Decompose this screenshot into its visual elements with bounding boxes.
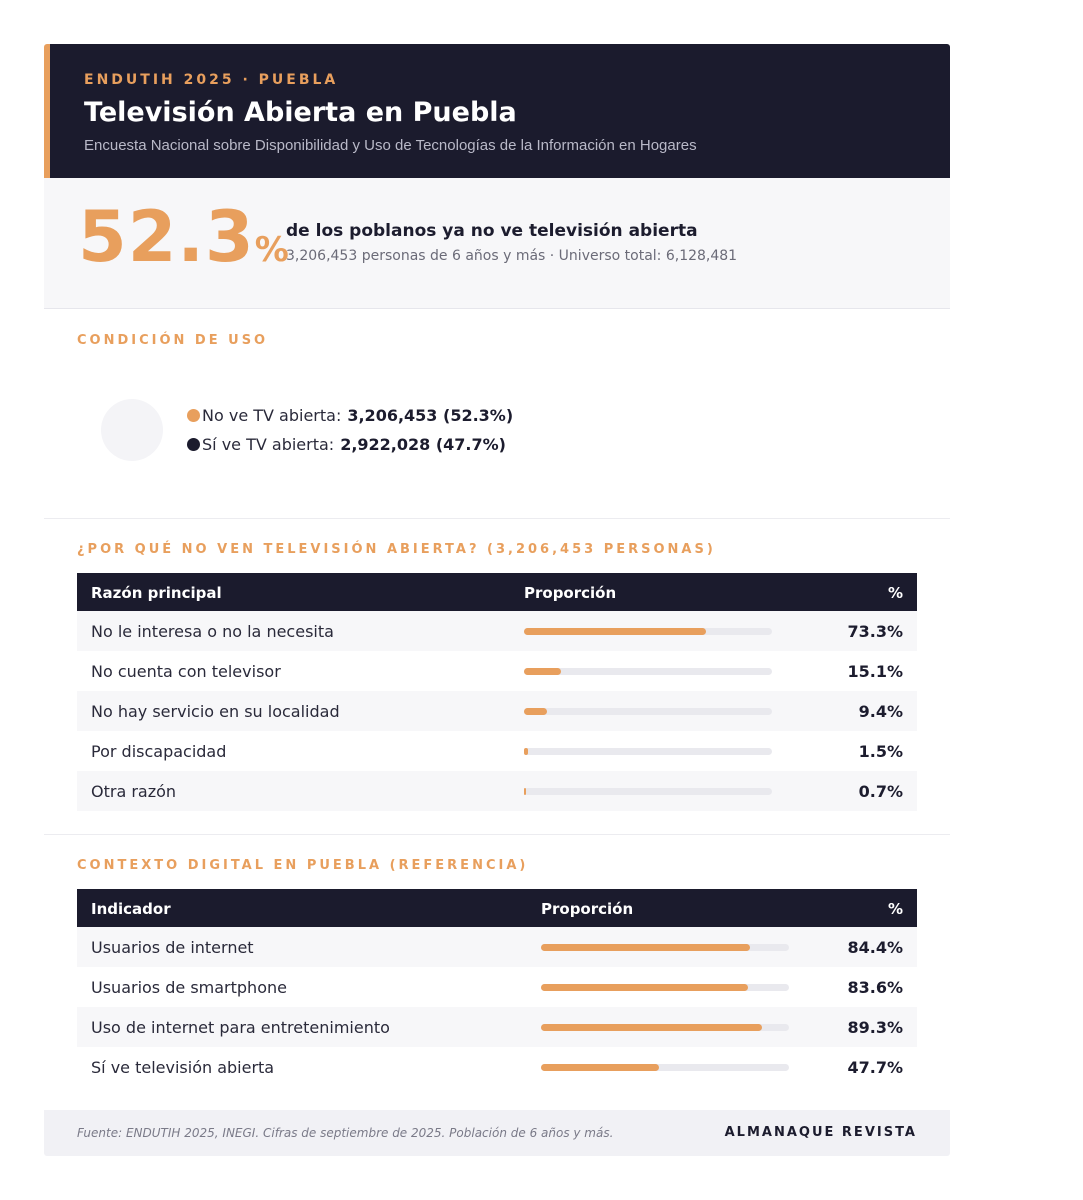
row-percent: 73.3%	[847, 622, 903, 641]
context-table-body	[77, 927, 917, 1087]
row-label: No hay servicio en su localidad	[91, 702, 340, 721]
kpi-panel	[44, 178, 950, 309]
table-row	[77, 1047, 917, 1087]
context-table-header	[77, 889, 917, 927]
column-header-indicator: Indicador	[91, 900, 171, 918]
proportion-bar	[524, 748, 528, 755]
footer	[44, 1110, 950, 1156]
legend-item-no-ve	[187, 401, 513, 430]
row-label: No cuenta con televisor	[91, 662, 281, 681]
reasons-table-body	[77, 611, 917, 811]
table-row	[77, 1007, 917, 1047]
proportion-bar	[541, 1024, 762, 1031]
column-header-proportion: Proporción	[541, 900, 634, 918]
footer-source: Fuente: ENDUTIH 2025, INEGI. Cifras de septiembre de 2025. Población de 6 años y más.	[77, 1126, 614, 1140]
header	[44, 44, 950, 178]
kpi-detail: 3,206,453 personas de 6 años y más · Universo total: 6,128,481	[286, 248, 738, 264]
table-row	[77, 611, 917, 651]
footer-brand: ALMANAQUE REVISTA	[724, 1125, 917, 1140]
kpi-text	[286, 221, 737, 264]
proportion-bar	[524, 788, 526, 795]
proportion-bar	[524, 668, 561, 675]
row-percent: 84.4%	[847, 938, 903, 957]
table-row	[77, 927, 917, 967]
proportion-bar-track	[541, 984, 789, 991]
column-header-proportion: Proporción	[524, 584, 617, 602]
column-header-percent: %	[887, 584, 903, 602]
proportion-bar-track	[524, 748, 772, 755]
proportion-bar-track	[524, 668, 772, 675]
proportion-bar-track	[541, 944, 789, 951]
proportion-bar	[541, 1064, 659, 1071]
row-label: Sí ve televisión abierta	[91, 1058, 275, 1077]
reasons-table	[77, 573, 917, 811]
infographic-card	[44, 44, 950, 1140]
row-percent: 1.5%	[858, 742, 903, 761]
table-row	[77, 651, 917, 691]
proportion-bar-track	[541, 1024, 789, 1031]
row-label: Usuarios de smartphone	[91, 978, 287, 997]
legend-dot-dark	[187, 438, 200, 451]
proportion-bar	[524, 628, 706, 635]
proportion-bar-track	[524, 788, 772, 795]
row-label: No le interesa o no la necesita	[91, 622, 334, 641]
use-donut-chart	[101, 399, 163, 461]
row-label: Otra razón	[91, 782, 177, 801]
legend-value: 2,922,028 (47.7%)	[340, 435, 506, 454]
proportion-bar	[541, 944, 750, 951]
row-label: Uso de internet para entretenimiento	[91, 1018, 390, 1037]
kpi-value: 52.3%	[78, 196, 289, 278]
legend-dot-orange	[187, 409, 200, 422]
kpi-headline: de los poblanos ya no ve televisión abierta	[286, 221, 698, 241]
column-header-percent: %	[887, 900, 903, 918]
context-table	[77, 889, 917, 1087]
proportion-bar-track	[524, 628, 772, 635]
use-section	[44, 309, 950, 519]
reasons-section-label: ¿POR QUÉ NO VEN TELEVISIÓN ABIERTA? (3,206,453 PERSONAS)	[77, 542, 716, 557]
reasons-table-header	[77, 573, 917, 611]
table-row	[77, 771, 917, 811]
legend-item-si-ve	[187, 430, 513, 459]
kpi-unit: %	[254, 230, 289, 270]
row-label: Usuarios de internet	[91, 938, 254, 957]
proportion-bar-track	[541, 1064, 789, 1071]
context-section-label: CONTEXTO DIGITAL EN PUEBLA (REFERENCIA)	[77, 858, 529, 873]
row-percent: 89.3%	[847, 1018, 903, 1037]
section-divider	[44, 834, 950, 835]
proportion-bar	[524, 708, 547, 715]
proportion-bar-track	[524, 708, 772, 715]
legend-label: Sí ve TV abierta:	[202, 435, 335, 454]
eyebrow: ENDUTIH 2025 · PUEBLA	[84, 72, 339, 88]
row-percent: 9.4%	[858, 702, 903, 721]
use-legend	[187, 401, 513, 459]
row-label: Por discapacidad	[91, 742, 227, 761]
legend-label: No ve TV abierta:	[202, 406, 342, 425]
row-percent: 83.6%	[847, 978, 903, 997]
table-row	[77, 731, 917, 771]
use-section-label: CONDICIÓN DE USO	[77, 333, 269, 348]
row-percent: 15.1%	[847, 662, 903, 681]
column-header-reason: Razón principal	[91, 584, 222, 602]
page-title: Televisión Abierta en Puebla	[84, 97, 517, 128]
legend-value: 3,206,453 (52.3%)	[347, 406, 514, 425]
row-percent: 47.7%	[847, 1058, 903, 1077]
table-row	[77, 691, 917, 731]
page-subtitle: Encuesta Nacional sobre Disponibilidad y Uso de Tecnologías de la Información en Hogares	[84, 137, 697, 154]
row-percent: 0.7%	[858, 782, 903, 801]
proportion-bar	[541, 984, 748, 991]
table-row	[77, 967, 917, 1007]
